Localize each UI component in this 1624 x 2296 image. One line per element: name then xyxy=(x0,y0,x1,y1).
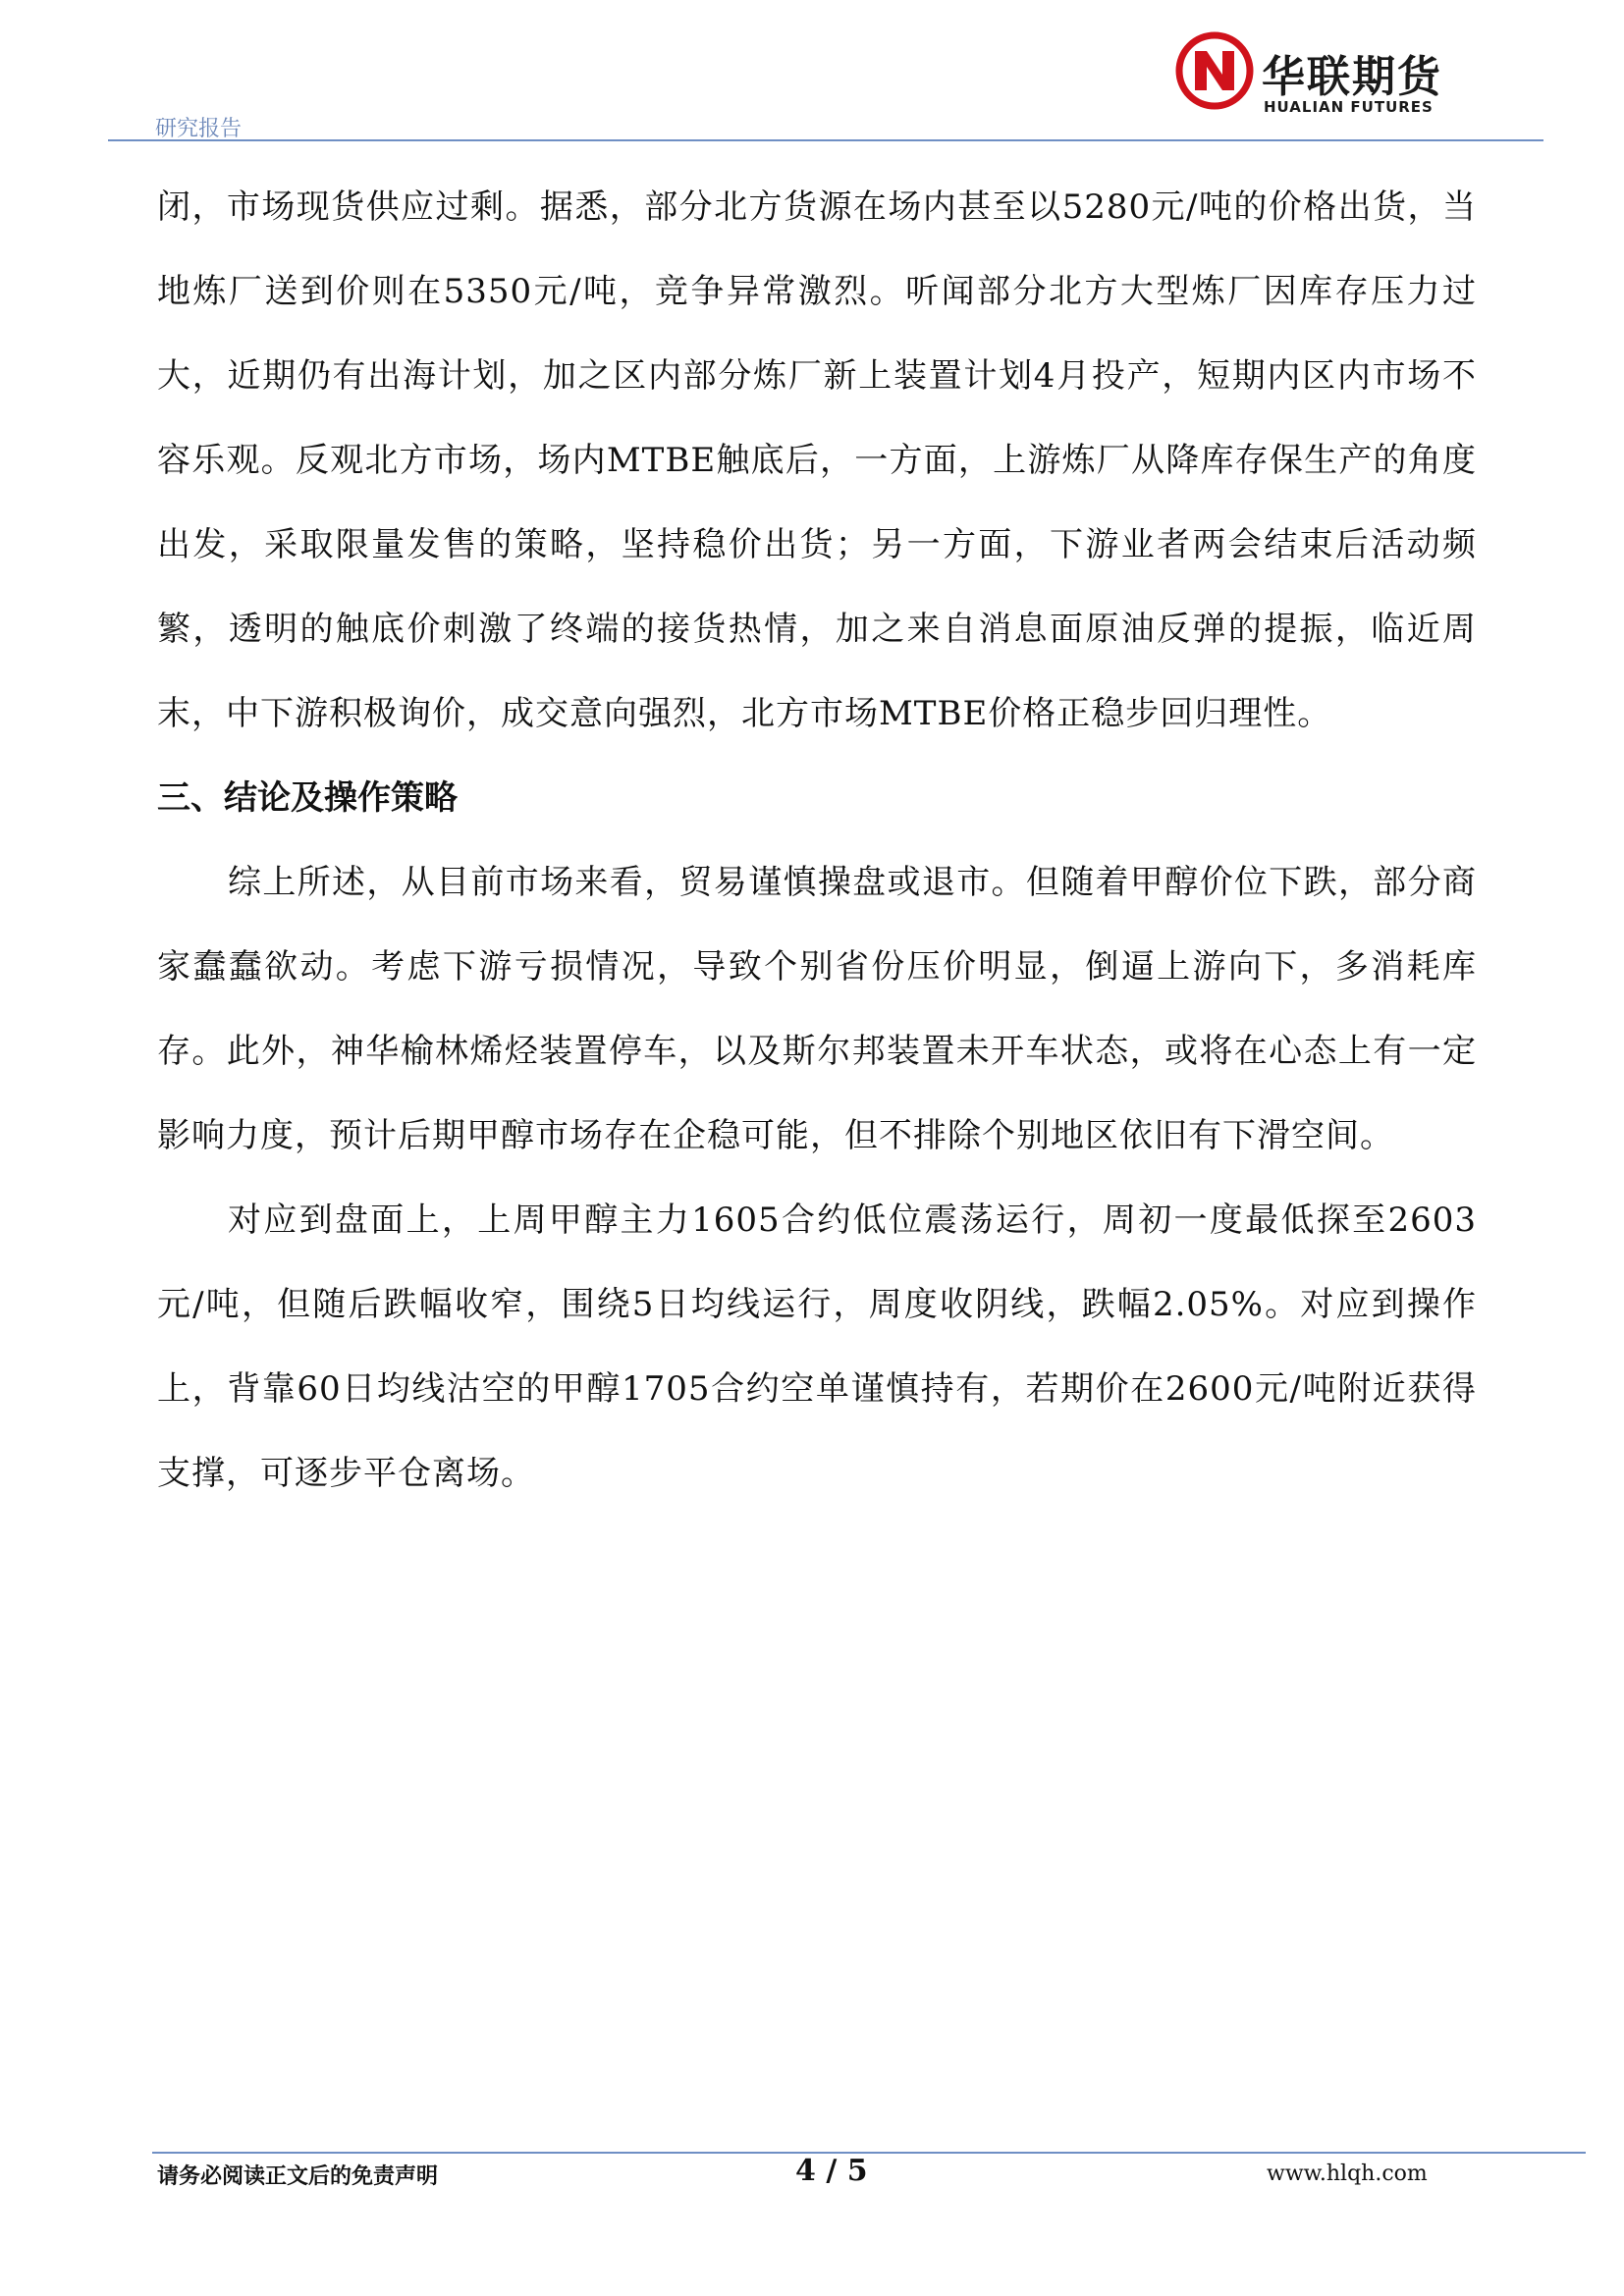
company-logo xyxy=(1173,29,1442,128)
section-heading-conclusion: 三、结论及操作策略 xyxy=(157,778,458,818)
hualian-logo-icon xyxy=(1173,29,1256,112)
logo-chinese-name: 华联期货 xyxy=(1262,52,1442,102)
report-body xyxy=(157,165,1477,1516)
footer-divider xyxy=(152,2152,1586,2154)
body-paragraph-market: 闭，市场现货供应过剩。据悉，部分北方货源在场内甚至以5280元/吨的价格出货，当地炼厂送到价则在5350元/吨，竞争异常激烈。听闻部分北方大型炼厂因库存压力过大，近期仍有出海计划，加之区内部分炼厂新上装置计划4月投产，短期内区内市场不容乐观。反观北方市场，场内MTBE触底后，一方面，上游炼厂从降库存保生产的角度出发，采取限量发售的策略，坚持稳价出货；另一方面，下游业者两会结束后活动频繁，透明的触底价刺激了终端的接货热情，加之来自消息面原油反弹的提振，临近周末，中下游积极询价，成交意向强烈，北方市场MTBE价格正稳步回归理性。 xyxy=(157,187,1477,733)
body-paragraph-strategy: 对应到盘面上，上周甲醇主力1605合约低位震荡运行，周初一度最低探至2603元/吨，但随后跌幅收窄，围绕5日均线运行，周度收阴线，跌幅2.05%。对应到操作上，背靠60日均线沽空的甲醇1705合约空单谨慎持有，若期价在2600元/吨附近获得支撑，可逐步平仓离场。 xyxy=(157,1201,1477,1493)
body-paragraph-summary: 综上所述，从目前市场来看，贸易谨慎操盘或退市。但随着甲醇价位下跌，部分商家蠢蠢欲动。考虑下游亏损情况，导致个别省份压价明显，倒逼上游向下，多消耗库存。此外，神华榆林烯烃装置停车，以及斯尔邦装置未开车状态，或将在心态上有一定影响力度，预计后期甲醇市场存在企稳可能，但不排除个别地区依旧有下滑空间。 xyxy=(157,863,1477,1155)
header-divider xyxy=(108,139,1543,141)
page-number: 4 / 5 xyxy=(795,2154,868,2188)
logo-english-name: HUALIAN FUTURES xyxy=(1264,98,1434,116)
footer-website-link[interactable]: www.hlqh.com xyxy=(1267,2162,1428,2186)
footer-disclaimer: 请务必阅读正文后的免责声明 xyxy=(157,2164,439,2189)
header-section-label: 研究报告 xyxy=(155,117,243,141)
